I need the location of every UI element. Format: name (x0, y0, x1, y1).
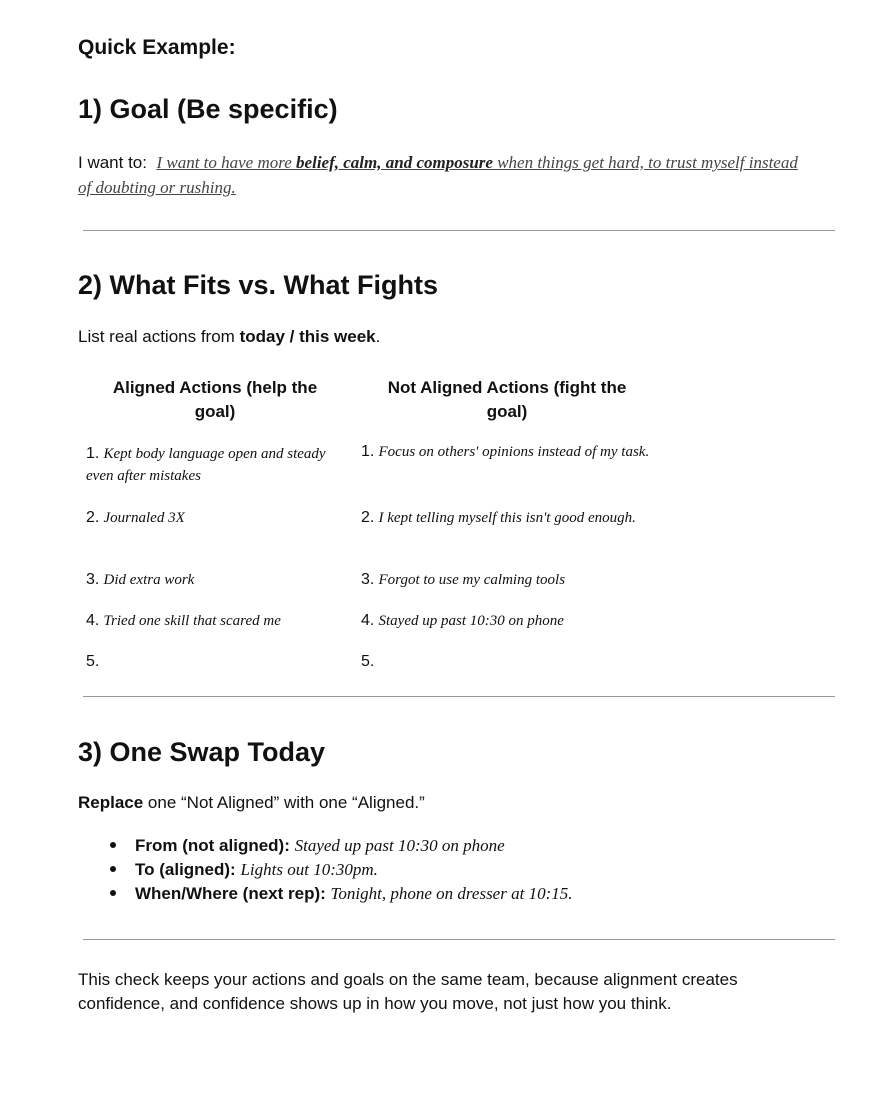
goal-answer-pre: I want to have more (156, 153, 297, 172)
swap-item-from: From (not aligned): Stayed up past 10:30 on phone (110, 834, 505, 858)
goal-answer-bold: belief, calm, and composure (296, 153, 493, 172)
bullet-icon (110, 842, 116, 848)
fits-heading: 2) What Fits vs. What Fights (78, 270, 439, 300)
quick-example-label: Quick Example: (78, 36, 236, 59)
goal-heading: 1) Goal (Be specific) (78, 94, 338, 124)
divider (83, 696, 835, 697)
swap-heading: 3) One Swap Today (78, 737, 326, 767)
goal-answer (78, 153, 798, 197)
divider (83, 939, 835, 940)
aligned-item-3: 3. Did extra work (86, 571, 195, 588)
goal-statement (78, 150, 808, 200)
bullet-icon (110, 890, 116, 896)
swap-item-to: To (aligned): Lights out 10:30pm. (110, 858, 378, 882)
aligned-item-1: 1. Kept body language open and steady even after mistakes (86, 445, 326, 484)
not-aligned-item-5: 5. (361, 653, 375, 670)
aligned-item-4: 4. Tried one skill that scared me (86, 612, 281, 629)
aligned-item-2: 2. Journaled 3X (86, 509, 185, 526)
fits-intro: List real actions from today / this week. (78, 327, 381, 346)
aligned-column-header: Aligned Actions (help the goal) (112, 378, 318, 421)
swap-item-when: When/Where (next rep): Tonight, phone on dresser at 10:15. (110, 882, 572, 906)
swap-intro: Replace one “Not Aligned” with one “Aligned.” (78, 793, 425, 812)
not-aligned-item-1: 1. Focus on others' opinions instead of my task. (361, 443, 650, 460)
not-aligned-item-4: 4. Stayed up past 10:30 on phone (361, 612, 564, 629)
goal-prompt: I want to: (78, 153, 147, 172)
closing-paragraph: This check keeps your actions and goals on the same team, because alignment creates confidence, and confidence shows up in how you move, not just how you think. (78, 970, 738, 1013)
not-aligned-column-header: Not Aligned Actions (fight the goal) (387, 378, 627, 421)
bullet-icon (110, 866, 116, 872)
not-aligned-item-3: 3. Forgot to use my calming tools (361, 571, 566, 588)
divider (83, 230, 835, 231)
goal-answer-post: when things get hard, to trust myself instead of doubting or rushing. (78, 153, 798, 197)
not-aligned-item-2: 2. I kept telling myself this isn't good enough. (361, 509, 636, 526)
aligned-item-5: 5. (86, 653, 100, 670)
